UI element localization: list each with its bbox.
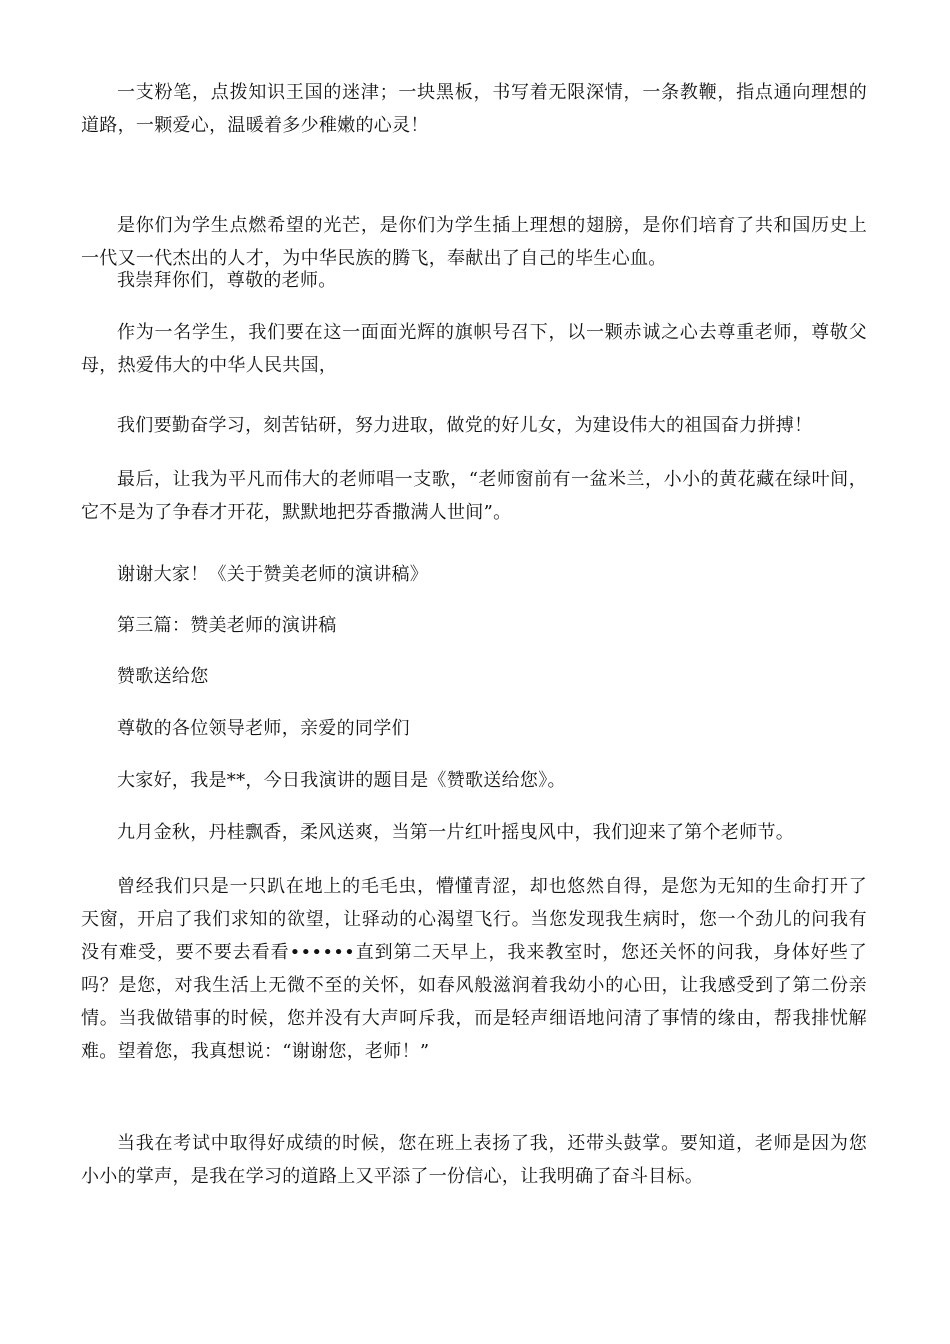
paragraph: 我们要勤奋学习，刻苦钻研，努力进取，做党的好儿女，为建设伟大的祖国奋力拼搏！ bbox=[117, 415, 813, 436]
paragraph: 一支粉笔，点拨知识王国的迷津；一块黑板，书写着无限深情，一条教鞭，指点通向理想的道路，一颗爱心，温暖着多少稚嫩的心灵！ bbox=[81, 82, 867, 136]
speech-title: 赞歌送给您 bbox=[117, 666, 209, 687]
section-heading: 第三篇：赞美老师的演讲稿 bbox=[117, 615, 337, 636]
paragraph: 九月金秋，丹桂飘香，柔风送爽，当第一片红叶摇曳风中，我们迎来了第个老师节。 bbox=[117, 822, 795, 843]
paragraph: 曾经我们只是一只趴在地上的毛毛虫，懵懂青涩，却也悠然自得，是您为无知的生命打开了天窗，开启了我们求知的欲望，让驿动的心渴望飞行。当您发现我生病时，您一个劲儿的问我有没有难受，要不要去看看••••••直到第二天早上，我来教室时，您还关怀的问我，身体好些了吗？是您，对我生活上无微不至的关怀，如春风般滋润着我幼小的心田，让我感受到了第二份亲情。当我做错事的时候，您并没有大声呵斥我，而是轻声细语地问清了事情的缘由，帮我排忧解难。望着您，我真想说：“谢谢您，老师！” bbox=[81, 876, 867, 1062]
paragraph: 谢谢大家！《关于赞美老师的演讲稿》 bbox=[117, 564, 429, 585]
paragraph: 大家好，我是**，今日我演讲的题目是《赞歌送给您》。 bbox=[117, 770, 566, 791]
paragraph: 最后，让我为平凡而伟大的老师唱一支歌，“老师窗前有一盆米兰，小小的黄花藏在绿叶间，它不是为了争春才开花，默默地把芬香撒满人世间”。 bbox=[81, 469, 867, 523]
paragraph: 尊敬的各位领导老师，亲爱的同学们 bbox=[117, 718, 410, 739]
paragraph: 是你们为学生点燃希望的光芒，是你们为学生插上理想的翅膀，是你们培育了共和国历史上一代又一代杰出的人才，为中华民族的腾飞，奉献出了自己的毕生心血。 bbox=[81, 215, 867, 269]
paragraph: 当我在考试中取得好成绩的时候，您在班上表扬了我，还带头鼓掌。要知道，老师是因为您小小的掌声，是我在学习的道路上又平添了一份信心，让我明确了奋斗目标。 bbox=[81, 1133, 867, 1187]
paragraph: 我崇拜你们，尊敬的老师。 bbox=[117, 270, 337, 291]
paragraph: 作为一名学生，我们要在这一面面光辉的旗帜号召下，以一颗赤诚之心去尊重老师，尊敬父母，热爱伟大的中华人民共国， bbox=[81, 322, 867, 376]
